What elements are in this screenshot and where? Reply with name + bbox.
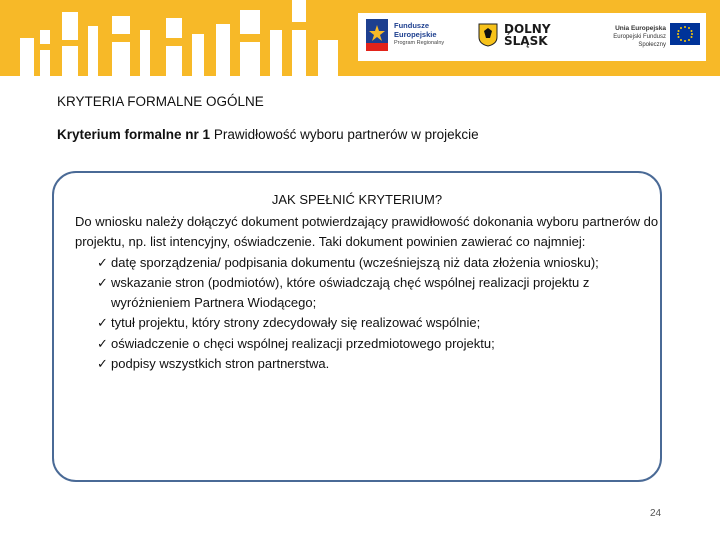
decorative-block [270, 30, 282, 76]
decorative-block [140, 30, 150, 76]
decorative-block [292, 0, 306, 22]
eagle-crest-icon [478, 23, 498, 47]
fe-line1: Fundusze [394, 21, 429, 30]
fundusze-europejskie-logo [366, 19, 486, 59]
ds-line1: DOLNY [504, 22, 551, 36]
ds-line2: ŚLĄSK [504, 34, 548, 48]
decorative-block [112, 42, 130, 76]
decorative-block [112, 16, 130, 34]
eu-logo [590, 19, 702, 55]
fe-line2: Europejskie [394, 30, 437, 39]
list-item [97, 253, 660, 273]
decorative-block [40, 50, 50, 76]
checkmark-icon: ✓ [97, 254, 108, 270]
dolny-slask-logo [478, 21, 568, 55]
page-title: KRYTERIA FORMALNE OGÓLNE [57, 94, 264, 109]
decorative-block [166, 46, 182, 76]
decorative-block [62, 46, 78, 76]
checkmark-icon: ✓ [97, 356, 108, 372]
decorative-block [166, 18, 182, 38]
requirements-list [75, 253, 660, 375]
list-item [97, 334, 660, 354]
decorative-block [40, 30, 50, 44]
decorative-block [318, 40, 338, 76]
checkmark-icon: ✓ [97, 315, 108, 331]
criterion-line [57, 127, 479, 142]
decorative-block [240, 42, 260, 76]
ue-line2: Europejski Fundusz Społeczny [613, 34, 666, 48]
list-item-text: oświadczenie o chęci wspólnej realizacji przedmiotowego projektu; [111, 335, 495, 351]
list-item-text: tytuł projektu, który strony zdecydowały się realizować wspólnie; [111, 315, 481, 331]
criterion-number: Kryterium formalne nr 1 [57, 127, 211, 142]
checkmark-icon: ✓ [97, 274, 108, 290]
fe-subtitle: Program Regionalny [394, 40, 445, 46]
list-item-text: wskazanie stron (podmiotów), które oświadczają chęć wspólnej realizacji projektu z wyróżnieniem Partnera Wiodącego; [111, 274, 590, 311]
eu-flag-icon [670, 23, 700, 45]
intro-text: Do wniosku należy dołączyć dokument potwierdzający prawidłowość dokonania wyboru partnerów do projektu, np. list intencyjny, oświadczenie. Taki dokument powinien zawierać co najmniej: [75, 214, 659, 250]
list-item [97, 354, 660, 374]
decorative-block [20, 38, 34, 76]
decorative-block [62, 12, 78, 40]
decorative-block [216, 24, 230, 76]
criterion-name: Prawidłowość wyboru partnerów w projekcie [213, 127, 479, 142]
list-item [97, 273, 660, 314]
checkmark-icon: ✓ [97, 335, 108, 351]
ue-line1: Unia Europejska [615, 25, 666, 32]
panel-body [75, 212, 660, 374]
logo-strip [358, 13, 706, 61]
decorative-block [88, 26, 98, 76]
decorative-block [240, 10, 260, 34]
list-item [97, 313, 660, 333]
list-item-text: podpisy wszystkich stron partnerstwa. [111, 356, 330, 372]
decorative-block [292, 30, 306, 76]
page-number: 24 [650, 508, 662, 519]
fe-star-icon [366, 19, 388, 51]
list-item-text: datę sporządzenia/ podpisania dokumentu (wcześniejszą niż data złożenia wniosku); [111, 254, 599, 270]
header-banner [0, 0, 720, 76]
panel-title: JAK SPEŁNIĆ KRYTERIUM? [271, 192, 443, 207]
decorative-block [192, 34, 204, 76]
